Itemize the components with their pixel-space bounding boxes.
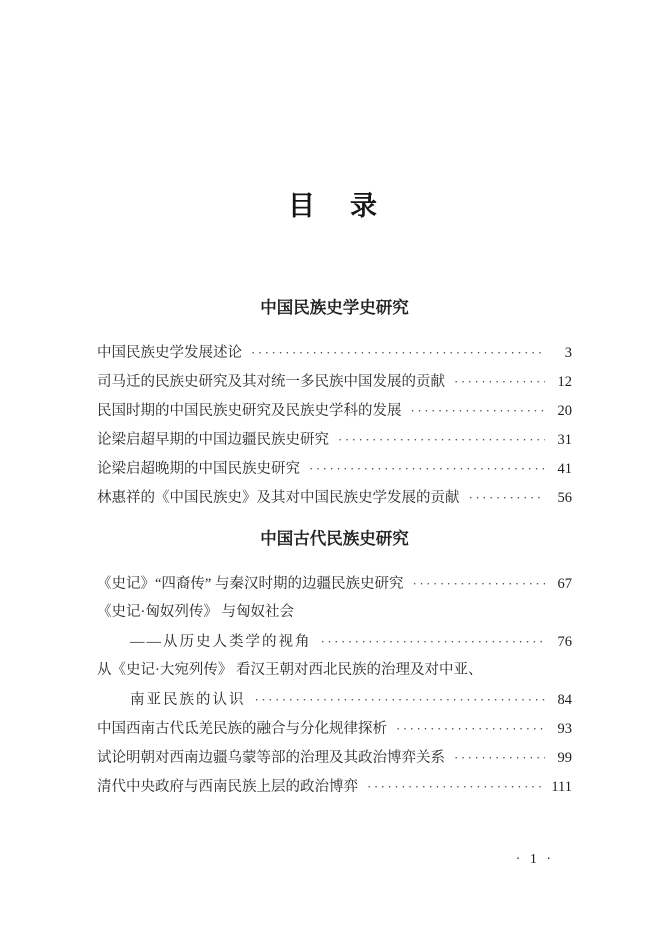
toc-page-number: 3 [564,345,572,361]
section-2-entries [97,569,572,801]
toc-entry-title: 从《史记·大宛列传》 看汉王朝对西北民族的治理及对中亚、 [97,662,483,678]
toc-entry-title: 论梁启超晚期的中国民族史研究 [97,461,300,477]
section-1-entries [97,338,572,512]
toc-entry [97,656,572,685]
toc-entry [97,772,572,801]
toc-page-number: 56 [557,490,572,506]
toc-entry [97,743,572,772]
toc-entry-title: 《史记》“四裔传” 与秦汉时期的边疆民族史研究 [97,576,404,592]
toc-page-number: 76 [557,634,572,650]
dot-leader [469,483,546,512]
toc-entry [97,396,572,425]
toc-entry-title: 《史记·匈奴列传》 与匈奴社会 [97,604,294,620]
toc-entry-title: 林惠祥的《中国民族史》及其对中国民族史学发展的贡献 [97,490,460,506]
toc-page-number: 12 [557,374,572,390]
toc-entry-title: 南亚民族的认识 [130,692,246,708]
toc-page-number: 99 [557,750,572,766]
toc-page-number: 67 [557,576,572,592]
toc-entry [97,338,572,367]
toc-entry [97,598,572,627]
toc-entry-title: 民国时期的中国民族史研究及民族史学科的发展 [97,403,402,419]
dot-leader [367,772,545,801]
toc-entry [97,454,572,483]
toc-entry-title: 试论明朝对西南边疆乌蒙等部的治理及其政治博弈关系 [97,750,445,766]
dot-leader [396,714,545,743]
dot-leader [338,425,545,454]
dot-leader [309,454,545,483]
dot-leader [255,685,546,714]
dot-leader [411,396,546,425]
dot-leader [321,627,546,656]
toc-entry [97,685,572,714]
dot-leader [454,367,545,396]
toc-page-number: 20 [557,403,572,419]
toc-entry [97,627,572,656]
toc-entry-title: 司马迁的民族史研究及其对统一多民族中国发展的贡献 [97,374,445,390]
toc-entry [97,714,572,743]
section-heading-1: 中国民族史学史研究 [260,299,409,317]
toc-page-number: 111 [551,779,572,795]
toc-page-number: 84 [557,692,572,708]
toc-entry-title: 论梁启超早期的中国边疆民族史研究 [97,432,329,448]
toc-page-number: 41 [557,461,572,477]
toc-entry [97,425,572,454]
toc-entry [97,367,572,396]
toc-entry-title: ——从历史人类学的视角 [130,634,312,650]
dot-leader [251,338,545,367]
toc-page-number: 31 [557,432,572,448]
page-title: 目 录 [288,191,381,221]
toc-entry [97,569,572,598]
footer-page-number: · 1 · [515,852,554,867]
toc-entry-title: 中国西南古代氐羌民族的融合与分化规律探析 [97,721,387,737]
dot-leader [454,743,545,772]
section-heading-2: 中国古代民族史研究 [260,530,409,548]
toc-page-number: 93 [557,721,572,737]
toc-entry-title: 清代中央政府与西南民族上层的政治博弈 [97,779,358,795]
dot-leader [413,569,546,598]
toc-entry-title: 中国民族史学发展述论 [97,345,242,361]
toc-entry [97,483,572,512]
